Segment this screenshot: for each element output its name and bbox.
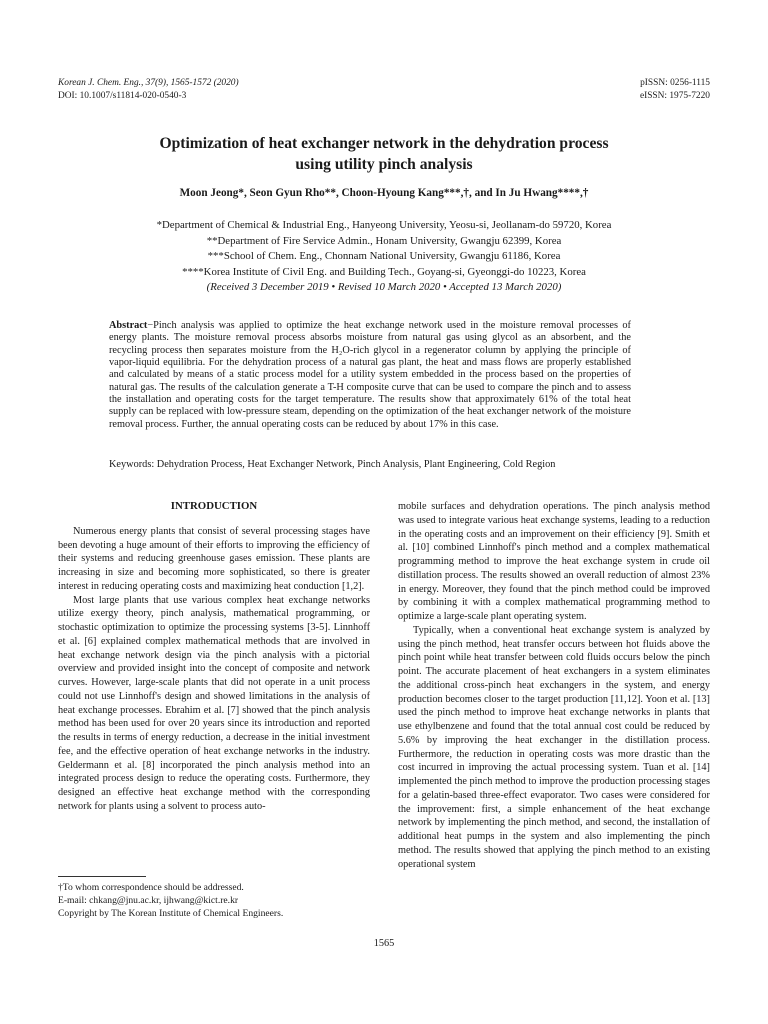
eissn: eISSN: 1975-7220: [639, 90, 710, 101]
paper-title: [60, 133, 708, 175]
column-right: [398, 500, 710, 871]
affiliation-3: ***School of Chem. Eng., Chonnam National University, Gwangju 61186, Korea: [207, 250, 561, 262]
intro-paragraph-1: Numerous energy plants that consist of several processing stages have been devoting a huge amount of their efforts to improving the efficiency of their systems and reducing greenhouse gases emission. These plants are increasing in size and becoming more sophisticated, so there is greater interest in reducing operating costs and maximizing heat conduction [1,2].: [58, 525, 370, 592]
column-left: [58, 500, 370, 814]
received-dates: (Received 3 December 2019 • Revised 10 March 2020 • Accepted 13 March 2020): [206, 281, 562, 293]
copyright-note: Copyright by The Korean Institute of Chemical Engineers.: [58, 908, 284, 920]
abstract-label: Abstract: [109, 320, 148, 331]
abstract-text: −Pinch analysis was applied to optimize the heat exchange network used in the moisture removal processes of energy plants. The moisture removal process absorbs moisture from natural gas using glycol as an absorbent, and the recycling process then separates moisture from the H₂O-rich glycol in a regenerator column by applying the principle of vapor-liquid equilibria. For the dehydration process of a natural gas plant, the heat and mass flows are properly established and calculated by means of a static process model for a utility system embedded in the process based on the properties of natural gas. The results of the calculation generate a T-H composite curve that can be used to compare the pinch and to assess the installation and operating costs for the target temperature. The results show that approximately 61% of the total heat supply can be replaced with low-pressure steam, depending on the optimization of the heat exchanger network of the moisture removal process. Further, the annual operating costs can be reduced by about 17% in this case.: [109, 320, 631, 430]
pissn: pISSN: 0256-1115: [640, 78, 710, 88]
intro-paragraph-3: mobile surfaces and dehydration operations. The pinch analysis method was used to integrate various heat exchange systems, leading to a reduction in the operating costs and an improvement on their efficiency [9]. Smith et al. [10] combined Linnhoff's pinch method and a complex mathematical programming method to improve the heat exchange system in crude oil distillation process. The results showed an overall reduction of almost 23% in energy. Moreover, they found that the pinch method could be improved by combining it with a complex mathematical programming method to optimize a large-scale plant operating system.: [398, 501, 710, 622]
doi: DOI: 10.1007/s11814-020-0540-3: [58, 90, 187, 101]
footnote-divider: [58, 876, 146, 877]
keywords: Keywords: Dehydration Process, Heat Exchanger Network, Pinch Analysis, Plant Engineering, Cold Region: [109, 459, 556, 470]
affiliation-2: **Department of Fire Service Admin., Honam University, Gwangju 62399, Korea: [206, 234, 562, 247]
title-line-2: using utility pinch analysis: [295, 156, 473, 173]
page-number: 1565: [373, 938, 395, 949]
journal-header-right: [640, 77, 710, 102]
footnote: [58, 881, 378, 921]
email-note: E-mail: chkang@jnu.ac.kr, ijhwang@kict.re.kr: [58, 895, 239, 907]
affiliations: [60, 218, 708, 296]
intro-paragraph-4: Typically, when a conventional heat exchange system is analyzed by using the pinch method, heat transfer occurs between hot fluids above the pinch point while heat transfer between cold fluids occurs below the pinch point. The accurate placement of heat exchangers in a system eliminates the additional cross-pinch heat exchangers in the system, and energy production becomes closer to the target production [11,12]. Yoon et al. [13] used the pinch method to improve heat exchange networks in plants that use ethylbenzene and found that the total annual cost could be reduced by 5.6% by improving the heat exchanger in the distillation process. Furthermore, the reduction in operating costs was more drastic than the cost incurred in improving the actual processing system. Tuan et al. [14] implemented the pinch method to improve the production processing stages for a gelatin-based three-effect evaporator. Two cases were considered for the improvement: first, a simple enhancement of the heat exchange network by implementing the pinch method, and second, the installation of additional heat pumps in the system and also implementing the pinch method. The results showed that applying the pinch method to an existing operational system: [398, 624, 710, 870]
affiliation-4: ****Korea Institute of Civil Eng. and Building Tech., Goyang-si, Gyeonggi-do 10223, Korea: [182, 265, 586, 278]
correspondence-note: †To whom correspondence should be addressed.: [58, 882, 244, 893]
journal-citation: Korean J. Chem. Eng., 37(9), 1565-1572 (2020): [58, 78, 239, 88]
affiliation-1: *Department of Chemical & Industrial Eng., Hanyeong University, Yeosu-si, Jeollanam-do 59720, Korea: [156, 219, 612, 231]
author-list: Moon Jeong*, Seon Gyun Rho**, Choon-Hyoung Kang***,†, and In Ju Hwang****,†: [179, 187, 589, 199]
title-line-1: Optimization of heat exchanger network in the dehydration process: [159, 135, 609, 152]
section-heading-introduction: INTRODUCTION: [170, 500, 258, 512]
intro-paragraph-2: Most large plants that use various complex heat exchange networks utilize exergy theory, pinch analysis, mathematical programming, or stochastic optimization to optimize the processing systems [3-5]. Linnhoff et al. [6] explained complex mathematical methods that are involved in heat exchange network design via the pinch analysis with a pictorial overview and provided insight into the concept of composite and network curves. However, large-scale plants that did not operate in a unit process could not use Linnhoff's design and showed limitations in the analysis of heat exchange processes. Ebrahim et al. [7] showed that the pinch analysis method has been used for over 20 years since its introduction and reported the results in terms of energy reduction, a decrease in the initial investment fee, and the effective operation of heat exchange networks in the industry. Geldermann et al. [8] incorporated the pinch analysis method into an integrated process design to reduce the operating costs. Furthermore, they designed an effective heat exchange method with the corresponding network for plants using a solvent to process auto-: [58, 594, 370, 812]
abstract: [109, 320, 631, 431]
journal-header-left: [58, 77, 239, 102]
